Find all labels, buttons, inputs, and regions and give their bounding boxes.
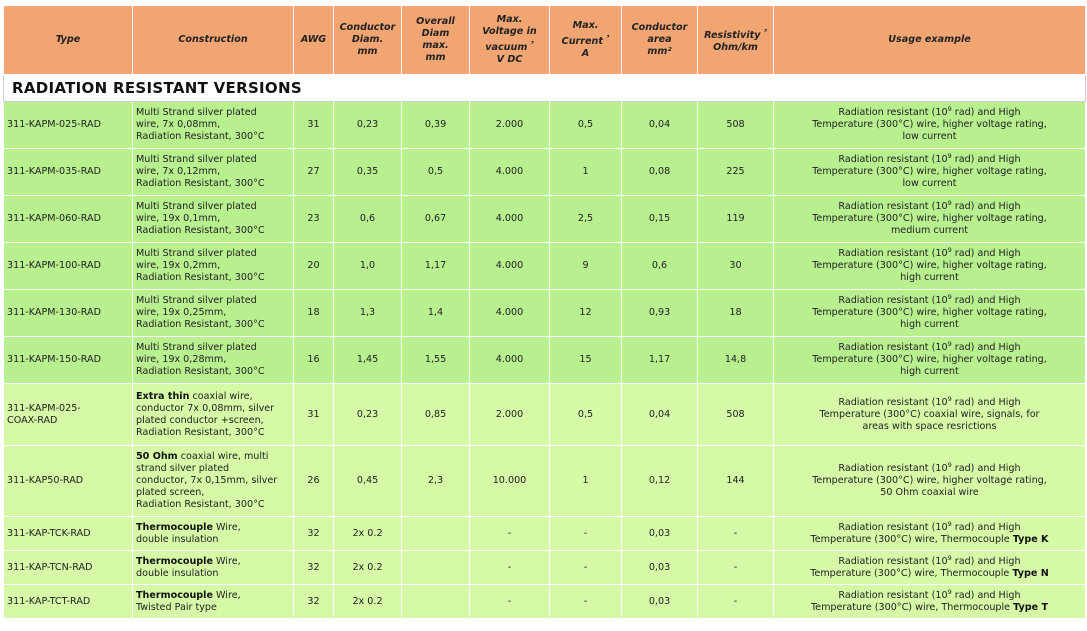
- cell-max-current: -: [550, 551, 622, 585]
- cell-max-voltage: -: [470, 517, 550, 551]
- cell-max-voltage: 4.000: [470, 290, 550, 337]
- cell-max-voltage: 4.000: [470, 149, 550, 196]
- cell-overall-diam: 1,4: [402, 290, 470, 337]
- cell-max-current: 1: [550, 149, 622, 196]
- cell-construction: 50 Ohm coaxial wire, multi strand silver plated conductor, 7x 0,15mm, silver plated screen, Radiation Resistant, 300°C: [133, 446, 294, 517]
- cell-max-current: -: [550, 585, 622, 619]
- cell-overall-diam: 1,55: [402, 337, 470, 384]
- cell-usage: Radiation resistant ($10^9$ rad) and High Temperature (300°C) wire, higher voltage rating, medium current: [774, 196, 1086, 243]
- cell-construction: Multi Strand silver plated wire, 7x 0,08mm, Radiation Resistant, 300°C: [133, 102, 294, 149]
- cell-usage: Radiation resistant ($10^9$ rad) and High Temperature (300°C) wire, higher voltage rating, high current: [774, 337, 1086, 384]
- cell-awg: 32: [294, 517, 334, 551]
- cell-usage: Radiation resistant ($10^9$ rad) and High Temperature (300°C) wire, higher voltage rating, low current: [774, 102, 1086, 149]
- cell-max-voltage: 2.000: [470, 102, 550, 149]
- cell-conductor-diam: 1,0: [334, 243, 402, 290]
- cell-usage: Radiation resistant ($10^9$ rad) and High Temperature (300°C) wire, higher voltage rating, 50 Ohm coaxial wire: [774, 446, 1086, 517]
- cell-max-voltage: 10.000: [470, 446, 550, 517]
- cell-conductor-diam: 0,6: [334, 196, 402, 243]
- cell-construction: Multi Strand silver plated wire, 7x 0,12mm, Radiation Resistant, 300°C: [133, 149, 294, 196]
- cell-max-current: 0,5: [550, 384, 622, 446]
- cell-overall-diam: 1,17: [402, 243, 470, 290]
- cell-type: 311-KAP50-RAD: [4, 446, 133, 517]
- cell-conductor-diam: 2x 0.2: [334, 585, 402, 619]
- cell-conductor-diam: 0,23: [334, 102, 402, 149]
- cell-resistivity: 144: [698, 446, 774, 517]
- cell-awg: 26: [294, 446, 334, 517]
- header-awg: AWG: [294, 6, 334, 75]
- cell-conductor-area: 0,12: [622, 446, 698, 517]
- table-row: [4, 551, 1086, 585]
- cell-usage: Radiation resistant ($10^9$ rad) and High Temperature (300°C) wire, Thermocouple Type N: [774, 551, 1086, 585]
- cell-conductor-area: 0,03: [622, 551, 698, 585]
- cell-resistivity: 508: [698, 384, 774, 446]
- table-row: [4, 384, 1086, 446]
- cell-type: 311-KAP-TCK-RAD: [4, 517, 133, 551]
- cell-awg: 18: [294, 290, 334, 337]
- cell-conductor-area: 0,03: [622, 585, 698, 619]
- cell-construction: Thermocouple Wire, double insulation: [133, 517, 294, 551]
- cell-conductor-diam: 0,35: [334, 149, 402, 196]
- table-row: [4, 337, 1086, 384]
- cell-resistivity: -: [698, 551, 774, 585]
- cell-max-current: -: [550, 517, 622, 551]
- cell-type: 311-KAPM-100-RAD: [4, 243, 133, 290]
- table-row: [4, 196, 1086, 243]
- cell-type: 311-KAPM-025-RAD: [4, 102, 133, 149]
- cell-awg: 31: [294, 102, 334, 149]
- cell-max-current: 0,5: [550, 102, 622, 149]
- cell-usage: Radiation resistant ($10^9$ rad) and High Temperature (300°C) wire, Thermocouple Type K: [774, 517, 1086, 551]
- header-overall-diam: Overall Diam max. mm: [402, 6, 470, 75]
- cell-max-current: 1: [550, 446, 622, 517]
- cell-awg: 32: [294, 551, 334, 585]
- cell-overall-diam: 2,3: [402, 446, 470, 517]
- cell-resistivity: 18: [698, 290, 774, 337]
- header-usage: Usage example: [774, 6, 1086, 75]
- header-conductor-area: Conductor area mm²: [622, 6, 698, 75]
- cell-max-current: 15: [550, 337, 622, 384]
- cell-construction: Thermocouple Wire, Twisted Pair type: [133, 585, 294, 619]
- cell-type: 311-KAPM-130-RAD: [4, 290, 133, 337]
- cell-resistivity: 225: [698, 149, 774, 196]
- cell-overall-diam: 0,67: [402, 196, 470, 243]
- cell-conductor-area: 1,17: [622, 337, 698, 384]
- cell-awg: 20: [294, 243, 334, 290]
- cell-conductor-diam: 2x 0.2: [334, 517, 402, 551]
- cell-awg: 16: [294, 337, 334, 384]
- table-row: [4, 102, 1086, 149]
- cell-conductor-diam: 1,45: [334, 337, 402, 384]
- cell-overall-diam: 0,39: [402, 102, 470, 149]
- table-row: [4, 585, 1086, 619]
- cell-overall-diam: [402, 517, 470, 551]
- header-type: Type: [4, 6, 133, 75]
- cell-overall-diam: [402, 551, 470, 585]
- cell-conductor-diam: 1,3: [334, 290, 402, 337]
- spec-table: [3, 5, 1086, 619]
- cell-conductor-area: 0,04: [622, 102, 698, 149]
- cell-construction: Multi Strand silver plated wire, 19x 0,28mm, Radiation Resistant, 300°C: [133, 337, 294, 384]
- cell-usage: Radiation resistant ($10^9$ rad) and High Temperature (300°C) wire, higher voltage rating, high current: [774, 290, 1086, 337]
- cell-conductor-area: 0,15: [622, 196, 698, 243]
- cell-overall-diam: [402, 585, 470, 619]
- cell-conductor-area: 0,03: [622, 517, 698, 551]
- cell-type: 311-KAP-TCN-RAD: [4, 551, 133, 585]
- cell-max-voltage: 4.000: [470, 196, 550, 243]
- cell-max-current: 9: [550, 243, 622, 290]
- header-construction: Construction: [133, 6, 294, 75]
- section-title: RADIATION RESISTANT VERSIONS: [4, 75, 1086, 102]
- cell-type: 311-KAPM-025- COAX-RAD: [4, 384, 133, 446]
- cell-overall-diam: 0,85: [402, 384, 470, 446]
- cell-type: 311-KAP-TCT-RAD: [4, 585, 133, 619]
- header-max-current: Max. Current $^{^3}$ A: [550, 6, 622, 75]
- cell-max-voltage: -: [470, 551, 550, 585]
- cell-max-current: 2,5: [550, 196, 622, 243]
- cell-max-voltage: 4.000: [470, 243, 550, 290]
- cell-max-current: 12: [550, 290, 622, 337]
- cell-awg: 23: [294, 196, 334, 243]
- cell-conductor-diam: 0,45: [334, 446, 402, 517]
- cell-conductor-area: 0,93: [622, 290, 698, 337]
- table-row: [4, 243, 1086, 290]
- cell-resistivity: -: [698, 585, 774, 619]
- cell-usage: Radiation resistant ($10^9$ rad) and High Temperature (300°C) coaxial wire, signals, for areas with space resrictions: [774, 384, 1086, 446]
- cell-resistivity: -: [698, 517, 774, 551]
- cell-max-voltage: 2.000: [470, 384, 550, 446]
- cell-conductor-diam: 2x 0.2: [334, 551, 402, 585]
- cell-type: 311-KAPM-060-RAD: [4, 196, 133, 243]
- cell-construction: Multi Strand silver plated wire, 19x 0,1mm, Radiation Resistant, 300°C: [133, 196, 294, 243]
- cell-awg: 27: [294, 149, 334, 196]
- cell-resistivity: 508: [698, 102, 774, 149]
- cell-awg: 31: [294, 384, 334, 446]
- table-row: [4, 446, 1086, 517]
- table-row: [4, 517, 1086, 551]
- cell-usage: Radiation resistant ($10^9$ rad) and High Temperature (300°C) wire, higher voltage rating, low current: [774, 149, 1086, 196]
- cell-max-voltage: 4.000: [470, 337, 550, 384]
- cell-overall-diam: 0,5: [402, 149, 470, 196]
- cell-awg: 32: [294, 585, 334, 619]
- header-resistivity: Resistivity $^{^3}$ Ohm/km: [698, 6, 774, 75]
- cell-usage: Radiation resistant ($10^9$ rad) and High Temperature (300°C) wire, higher voltage rating, high current: [774, 243, 1086, 290]
- section-row: [4, 75, 1086, 102]
- cell-resistivity: 119: [698, 196, 774, 243]
- cell-conductor-area: 0,08: [622, 149, 698, 196]
- cell-construction: Multi Strand silver plated wire, 19x 0,2mm, Radiation Resistant, 300°C: [133, 243, 294, 290]
- cell-type: 311-KAPM-035-RAD: [4, 149, 133, 196]
- cell-usage: Radiation resistant ($10^9$ rad) and High Temperature (300°C) wire, Thermocouple Type T: [774, 585, 1086, 619]
- table-row: [4, 290, 1086, 337]
- cell-max-voltage: -: [470, 585, 550, 619]
- cell-construction: Multi Strand silver plated wire, 19x 0,25mm, Radiation Resistant, 300°C: [133, 290, 294, 337]
- cell-conductor-area: 0,6: [622, 243, 698, 290]
- cell-resistivity: 14,8: [698, 337, 774, 384]
- cell-type: 311-KAPM-150-RAD: [4, 337, 133, 384]
- cell-construction: Thermocouple Wire, double insulation: [133, 551, 294, 585]
- cell-conductor-diam: 0,23: [334, 384, 402, 446]
- header-conductor-diam: Conductor Diam. mm: [334, 6, 402, 75]
- cell-resistivity: 30: [698, 243, 774, 290]
- cell-conductor-area: 0,04: [622, 384, 698, 446]
- cell-construction: Extra thin coaxial wire, conductor 7x 0,08mm, silver plated conductor +screen, Radiation Resistant, 300°C: [133, 384, 294, 446]
- table-row: [4, 149, 1086, 196]
- header-max-voltage: Max. Voltage in vacuum $^{^3}$ V DC: [470, 6, 550, 75]
- header-row: [4, 6, 1086, 75]
